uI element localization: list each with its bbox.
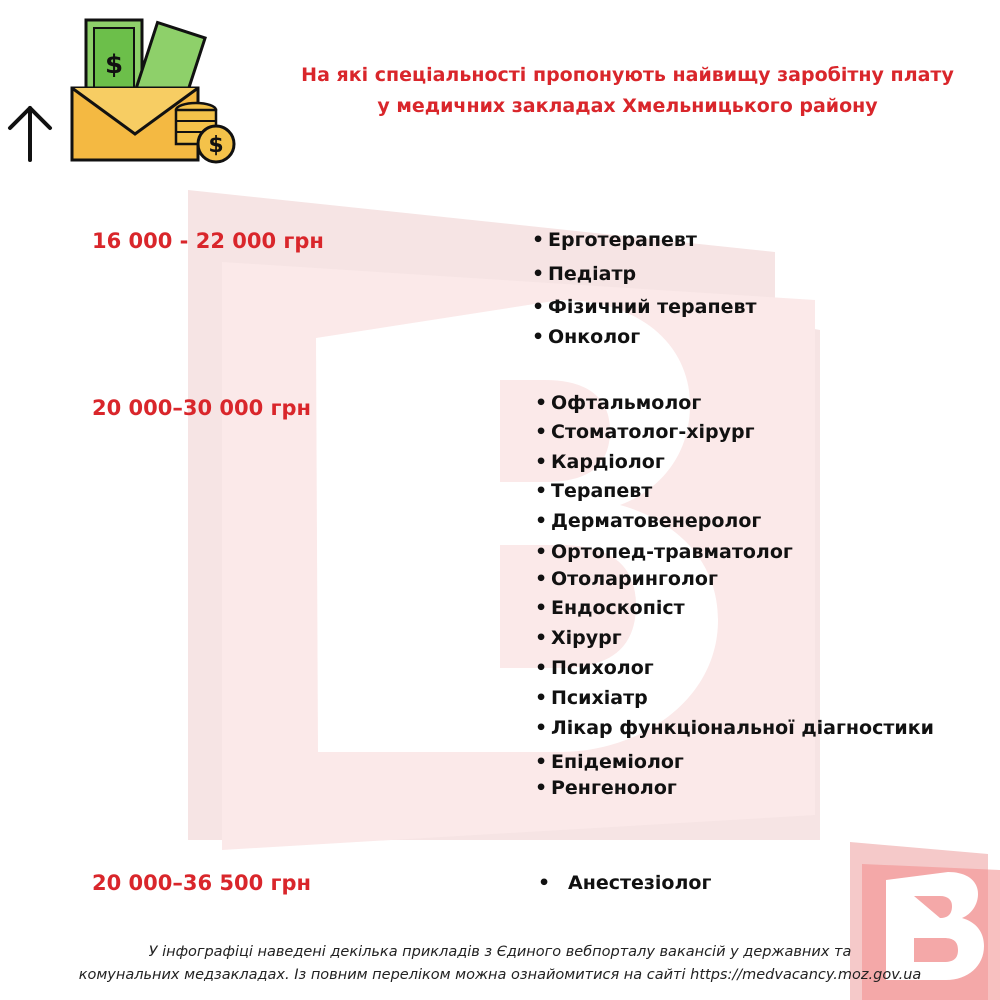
- salary-range-2: 20 000–30 000 грн: [92, 396, 312, 420]
- specialty-item: • Епідеміолог: [535, 751, 684, 773]
- specialty-item: • Терапевт: [535, 480, 653, 502]
- specialty-item: • Отоларинголог: [535, 568, 718, 590]
- specialty-item: • Хірург: [535, 627, 622, 649]
- specialty-item: • Кардіолог: [535, 451, 665, 473]
- salary-range-3: 20 000–36 500 грн: [92, 871, 312, 895]
- money-envelope-icon: [68, 18, 238, 168]
- footer-line-1: У інфографіці наведені декілька прикладів з Єдиного вебпорталу вакансій у державних та: [148, 944, 852, 960]
- specialty-item: • Стоматолог-хірург: [535, 421, 755, 443]
- specialty-item: • Дерматовенеролог: [535, 510, 762, 532]
- specialty-item: • Фізичний терапевт: [532, 296, 757, 318]
- page-title: [255, 60, 1000, 122]
- specialty-item: • Анестезіолог: [538, 872, 712, 894]
- specialty-item: • Психолог: [535, 657, 654, 679]
- specialty-item: • Ортопед-травматолог: [535, 541, 793, 563]
- specialty-item: • Лікар функціональної діагностики: [535, 717, 934, 739]
- specialty-item: • Ендоскопіст: [535, 597, 685, 619]
- specialty-item: • Онколог: [532, 326, 641, 348]
- title-line-2: у медичних закладах Хмельницького району: [377, 95, 878, 117]
- svg-text:$: $: [208, 133, 224, 158]
- specialty-item: • Психіатр: [535, 687, 648, 709]
- footer-line-2: комунальних медзакладах. Із повним переліком можна ознайомитися на сайті https://medvacancy.moz.gov.ua: [78, 967, 922, 983]
- salary-range-1: 16 000 - 22 000 грн: [92, 229, 324, 253]
- specialty-item: • Педіатр: [532, 263, 637, 285]
- title-line-1: На які спеціальності пропонують найвищу заробітну плату: [301, 64, 954, 86]
- specialty-item: • Ренгенолог: [535, 777, 677, 799]
- specialty-item: • Ерготерапевт: [532, 229, 697, 251]
- specialty-item: • Офтальмолог: [535, 392, 702, 414]
- svg-text:$: $: [104, 50, 124, 80]
- up-arrow-icon: [4, 102, 56, 164]
- footer-note: [0, 941, 1000, 987]
